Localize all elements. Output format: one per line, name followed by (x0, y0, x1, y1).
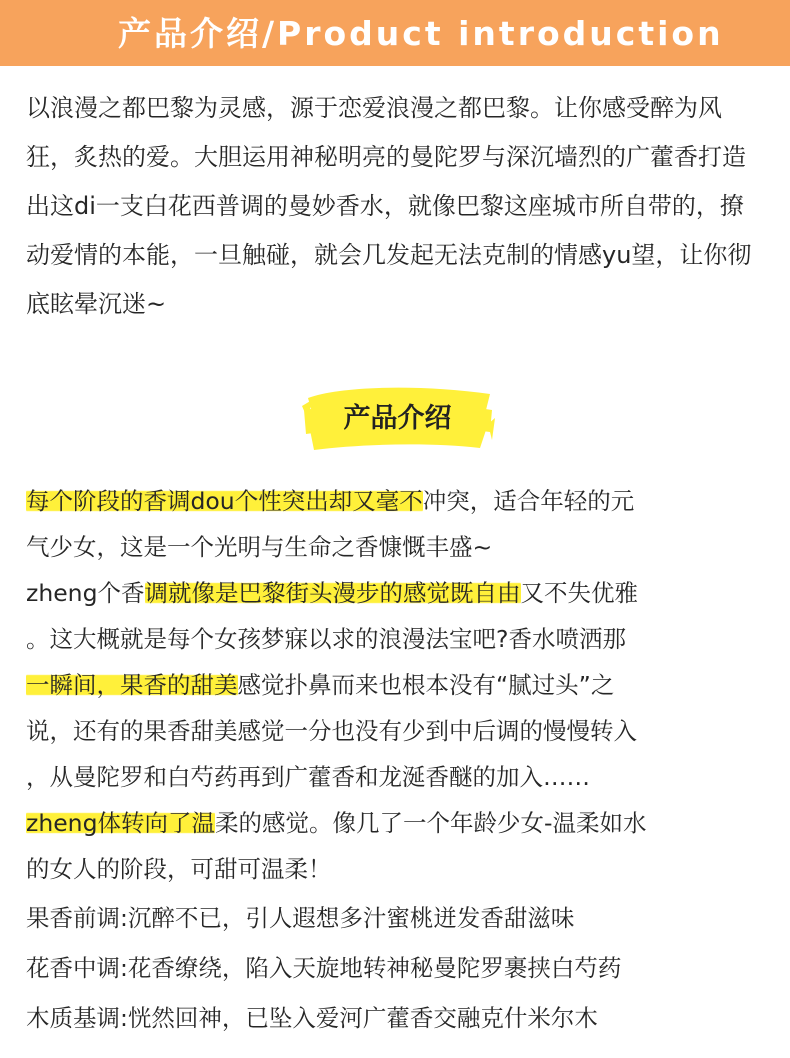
section-heading-block (300, 380, 495, 458)
highlighted-text: 调就像是巴黎街头漫步的感觉既自由 (144, 579, 521, 607)
intro-paragraph: 以浪漫之都巴黎为灵感，源于恋爱浪漫之都巴黎。让你感受醉为风狂，炙热的爱。大胆运用神秘明亮的曼陀罗与深沉墙烈的广藿香打造出这di一支白花西普调的曼妙香水，就像巴黎这座城市所自带的，撩动爱情的本能，一旦触碰，就会几发起无法克制的情感yu望，让你彻底眩晕沉迷~ (26, 94, 752, 318)
line-text: 又不失优雅 (520, 579, 638, 607)
line-text: 冲突，适合年轻的元 (422, 487, 635, 515)
line-text: 柔的感觉。像几了一个年龄少女-温柔如水 (215, 809, 647, 837)
line-text: 的女人的阶段，可甜可温柔！ (26, 855, 332, 883)
body-line (26, 478, 774, 524)
title-banner (0, 0, 790, 66)
body-line (26, 662, 774, 708)
body-line (26, 616, 774, 662)
line-text: 气少女，这是一个光明与生命之香慷慨丰盛~ (26, 533, 493, 561)
fragrance-note: 木质基调:恍然回神，已坠入爱河广藿香交融克什米尔木 (26, 1004, 598, 1032)
body-text (26, 478, 774, 892)
highlighted-text: zheng体转向了温 (26, 809, 215, 837)
banner-title: 产品介绍/Product introduction (118, 14, 724, 53)
body-line (26, 708, 774, 754)
body-line (26, 754, 774, 800)
line-text: zheng个香 (26, 579, 145, 607)
highlighted-text: 一瞬间，果香的甜美 (26, 671, 238, 699)
line-text: 。这大概就是每个女孩梦寐以求的浪漫法宝吧?香水喷洒那 (26, 625, 626, 653)
body-line (26, 570, 774, 616)
body-line (26, 800, 774, 846)
fragrance-note: 果香前调:沉醉不已，引人遐想多汁蜜桃迸发香甜滋味 (26, 904, 575, 932)
fragrance-notes (26, 893, 766, 1043)
highlighted-text: 每个阶段的香调dou个性突出却又毫不 (26, 487, 423, 515)
section-heading: 产品介绍 (343, 403, 452, 434)
line-text: 说，还有的果香甜美感觉一分也没有少到中后调的慢慢转入 (26, 717, 637, 745)
fragrance-note: 花香中调:花香缭绕，陷入天旋地转神秘曼陀罗裹挟白芍药 (26, 954, 622, 982)
body-line (26, 524, 774, 570)
line-text: ，从曼陀罗和白芍药再到广藿香和龙涎香醚的加入…… (26, 763, 590, 791)
body-line (26, 846, 774, 892)
line-text: 感觉扑鼻而来也根本没有“腻过头”之 (237, 671, 615, 699)
